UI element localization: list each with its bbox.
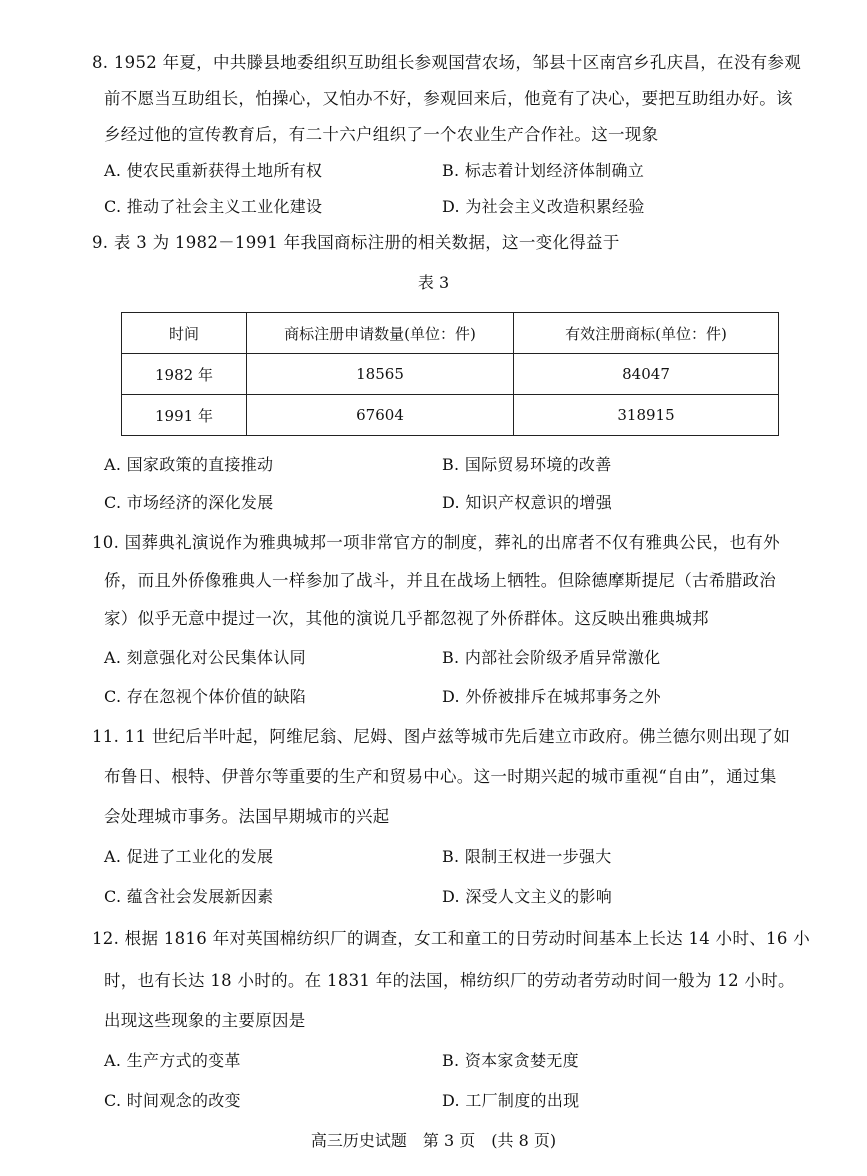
q12-option-b[interactable]: B. 资本家贪婪无度 (442, 1051, 579, 1070)
table-caption: 表 3 (417, 273, 450, 292)
q8-stem-line-1: 8. 1952 年夏，中共滕县地委组织互助组长参观国营农场，邹县十区南宫乡孔庆昌，在没有参观 (92, 53, 802, 72)
table-cell: 18565 (247, 354, 514, 395)
q12-option-a[interactable]: A. 生产方式的变革 (104, 1051, 241, 1070)
table-header-row (122, 313, 779, 354)
q12-option-c[interactable]: C. 时间观念的改变 (104, 1091, 241, 1110)
table-cell: 1991 年 (122, 395, 247, 436)
q10-option-a[interactable]: A. 刻意强化对公民集体认同 (104, 648, 306, 667)
q11-option-a[interactable]: A. 促进了工业化的发展 (104, 847, 274, 866)
q8-stem-line-3: 乡经过他的宣传教育后，有二十六户组织了一个农业生产合作社。这一现象 (104, 125, 659, 144)
q10-option-b[interactable]: B. 内部社会阶级矛盾异常激化 (442, 648, 661, 667)
q8-option-b[interactable]: B. 标志着计划经济体制确立 (442, 161, 645, 180)
q8-option-a[interactable]: A. 使农民重新获得土地所有权 (104, 161, 323, 180)
table-cell: 318915 (514, 395, 779, 436)
q8-option-c[interactable]: C. 推动了社会主义工业化建设 (104, 197, 323, 216)
table-header-time: 时间 (122, 313, 247, 354)
q11-option-c[interactable]: C. 蕴含社会发展新因素 (104, 887, 274, 906)
q9-option-b[interactable]: B. 国际贸易环境的改善 (442, 455, 612, 474)
q12-stem-line-2: 时，也有长达 18 小时的。在 1831 年的法国，棉纺织厂的劳动者劳动时间一般为 12 小时。 (104, 971, 795, 990)
q10-option-c[interactable]: C. 存在忽视个体价值的缺陷 (104, 687, 307, 706)
page-footer: 高三历史试题 第 3 页 (共 8 页) (310, 1131, 557, 1150)
q9-stem-line-1: 9. 表 3 为 1982－1991 年我国商标注册的相关数据，这一变化得益于 (92, 233, 620, 252)
table-header-valid: 有效注册商标(单位：件) (514, 313, 779, 354)
table-cell: 84047 (514, 354, 779, 395)
q11-stem-line-1: 11. 11 世纪后半叶起，阿维尼翁、尼姆、图卢兹等城市先后建立市政府。佛兰德尔则出现了如 (92, 727, 791, 746)
q10-stem-line-2: 侨，而且外侨像雅典人一样参加了战斗，并且在战场上牺牲。但除德摩斯提尼（古希腊政治 (104, 571, 776, 590)
q12-option-d[interactable]: D. 工厂制度的出现 (442, 1091, 580, 1110)
q11-option-b[interactable]: B. 限制王权进一步强大 (442, 847, 612, 866)
trademark-table (121, 312, 779, 436)
q9-option-a[interactable]: A. 国家政策的直接推动 (104, 455, 274, 474)
q8-option-d[interactable]: D. 为社会主义改造积累经验 (442, 197, 645, 216)
table-header-applications: 商标注册申请数量(单位：件) (247, 313, 514, 354)
q11-option-d[interactable]: D. 深受人文主义的影响 (442, 887, 613, 906)
q12-stem-line-1: 12. 根据 1816 年对英国棉纺织厂的调查，女工和童工的日劳动时间基本上长达 14 小时、16 小 (92, 929, 810, 948)
table-cell: 67604 (247, 395, 514, 436)
q10-stem-line-3: 家）似乎无意中提过一次，其他的演说几乎都忽视了外侨群体。这反映出雅典城邦 (104, 609, 709, 628)
q11-stem-line-2: 布鲁日、根特、伊普尔等重要的生产和贸易中心。这一时期兴起的城市重视“自由”，通过集 (104, 767, 777, 786)
table-row (122, 395, 779, 436)
q8-stem-line-2: 前不愿当互助组长，怕操心，又怕办不好，参观回来后，他竟有了决心，要把互助组办好。该 (104, 89, 793, 108)
q11-stem-line-3: 会处理城市事务。法国早期城市的兴起 (104, 807, 390, 826)
table-cell: 1982 年 (122, 354, 247, 395)
q9-option-c[interactable]: C. 市场经济的深化发展 (104, 493, 274, 512)
table-row (122, 354, 779, 395)
q10-option-d[interactable]: D. 外侨被排斥在城邦事务之外 (442, 687, 661, 706)
q9-option-d[interactable]: D. 知识产权意识的增强 (442, 493, 613, 512)
q10-stem-line-1: 10. 国葬典礼演说作为雅典城邦一项非常官方的制度，葬礼的出席者不仅有雅典公民，也有外 (92, 533, 780, 552)
q12-stem-line-3: 出现这些现象的主要原因是 (104, 1011, 306, 1030)
